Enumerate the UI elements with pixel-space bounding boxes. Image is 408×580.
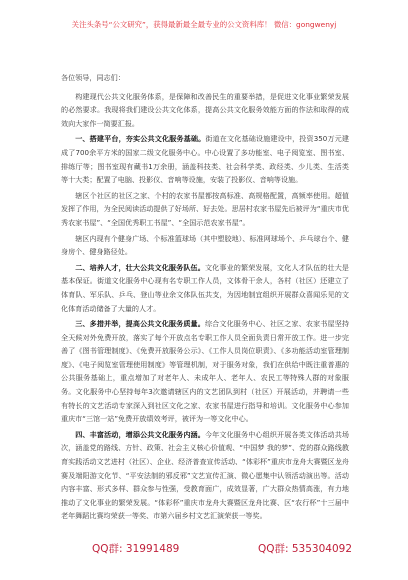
section-heading: 四、丰富活动，增添公共文化服务内涵。 (75, 429, 205, 439)
footer-qq-group-2: QQ群: 535304092 (257, 543, 352, 555)
paragraph-text: 街道在文化基础设施建设中，投资350万元建成了700余平方米的国家二级文化服务中心。中心设置了多功能室、电子阅览室、图书室、排练厅等；图书室现有藏书1万余册，涵盖科技类、社会科学类、政经类、少儿类、生活类等十大类；配置了电脑、投影仪、音响等设施，安装了投影仪、音响等设施。 (61, 134, 349, 185)
paragraph-text: 辖区内现有个健身广场、个标准篮球场（其中塑胶地）、标准网球场个、乒乓球台个、健身房个、健身路径处。 (61, 233, 349, 257)
greeting: 各位领导，同志们： (61, 73, 125, 82)
footer-qq-group-1: QQ群: 31991489 (92, 543, 180, 555)
section-heading: 一、搭建平台，夯实公共文化服务基础。 (75, 134, 206, 144)
paragraph (61, 90, 349, 131)
section-heading: 三、多措并举，提高公共文化服务质量。 (75, 319, 205, 329)
paragraph (61, 232, 349, 259)
paragraph-text: 辖区个社区的社区之家、个村的农家书屋都按高标准、高规格配置，高频率使用。超值发挥了作用，为全民阅读活动提供了好场所、好去处。思居村农家书屋先后被评为“重庆市优秀农家书屋”、“全国优秀职工书屋”、“全国示范农家书屋”。 (61, 190, 349, 227)
paragraph-text: 综合文化服务中心、社区之家、农家书屋坚持全天候对外免费开放，落实了每个开放点名专职工作人员全面负责日常开放工作。进一步完善了《图书管理制度》、《免费开放服务公示》、《工作人员岗位职责》、《多功能活动室管理制度》、《电子阅览室管理使用制度》等管理机制，对于服务对象，我们在供给中既注重普惠的公共服务基础上，重点增加了对老年人、未成年人、老年人、农民工等特殊人群的对象服务。文化服务中心坚持每年3次邀请辖区内的文艺团队到村（社区）开展活动，并聘请一些有特长的文艺活动专家深入到社区文化之家、农家书屋进行指导和培训。文化服务中心参加重庆市“三馆一站”免费开放绩效考评，被评为一等文化中心。 (61, 319, 350, 424)
footer (92, 541, 352, 556)
paragraph (61, 261, 349, 315)
paragraph (61, 132, 349, 186)
paragraph-text: 文化事业的繁荣发展，文化人才队伍的壮大是基本保证。街道文化服务中心现有名专职工作人员，文体骨干余人，各村（社区）还建立了体育队、军乐队、乒乓、登山等业余文体队伍共支，为因地制宜组织开展群众喜闻乐见的文化体育活动储备了大量的人才。 (61, 262, 350, 313)
paragraph-list (61, 90, 349, 523)
paragraph (61, 189, 349, 230)
document-body (61, 71, 349, 525)
section-heading: 二、培养人才，壮大公共文化服务队伍。 (75, 262, 205, 272)
paragraph (61, 428, 349, 523)
paragraph-text: 今年文化服务中心组织开展各类文体活动共场次，涵盖党的路线、方针、政策、社会主义核心价值观、“中国梦 我的梦”、党的群众路线教育实践活动文艺进村（社区）、企业、经济普查宣传活动、“体彩杯”重庆市龙舟大赛暨区龙舟赛及端阳游文化节、“平安法制的邪反邪”文艺宣传汇演、微心愿集中认领活动演出等。活动内容丰富、形式多样、群众参与性强，受教育面广，成效显著，广大群众热情高涨，有力地推动了文化事业的繁荣发展。“体彩杯”重庆市龙舟大赛暨区龙舟比赛、区“农行杯”十三届中老年舞蹈比赛均荣获一等奖、市第六届乡村文艺汇演荣获一等奖。 (61, 429, 350, 521)
paragraph-text: 构建现代公共文化服务体系，是保障和改善民生的重要举措，是促进文化事业繁荣发展的必然要求。我现将我们建设公共文化体系，提高公共文化服务效能方面的作法和取得的成效向大家作一简要汇报。 (61, 91, 349, 128)
header-banner: 关注头条号“公文研究”，获得最新最全最专业的公文资料库！ 微信：gongwenyj (71, 20, 337, 29)
paragraph (61, 317, 349, 426)
